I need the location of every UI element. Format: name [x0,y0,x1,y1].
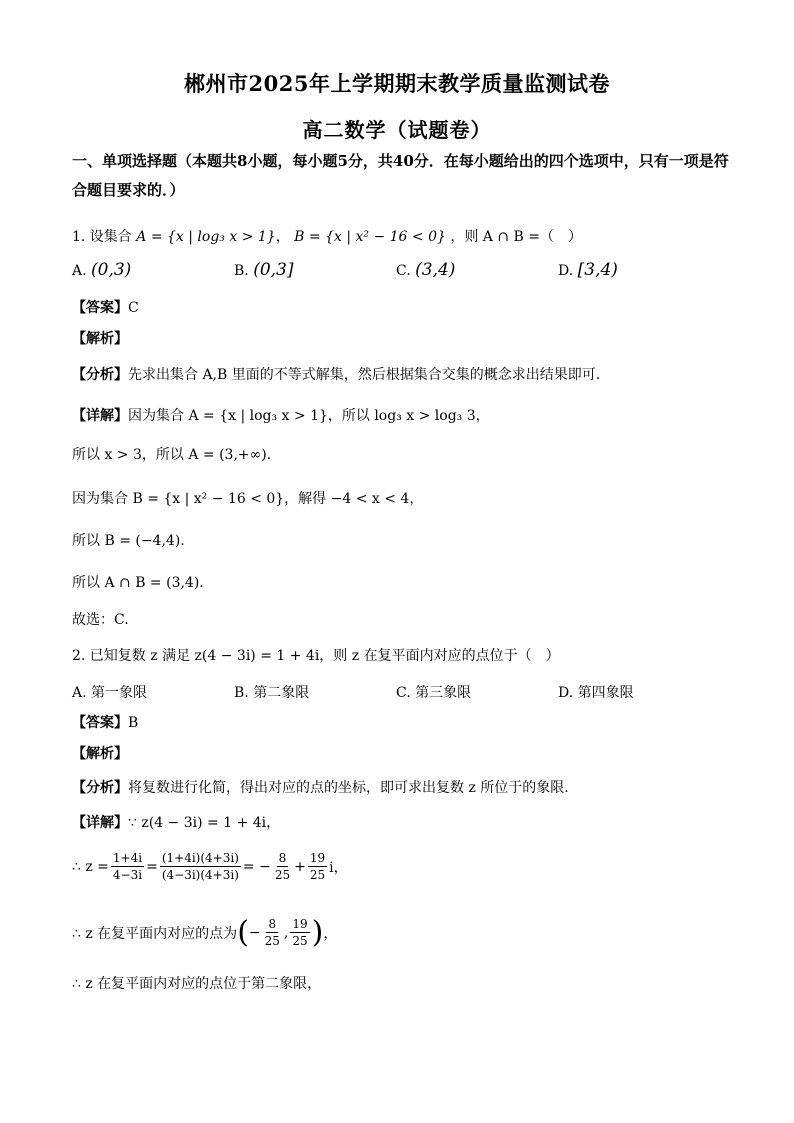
q2-frac4 [308,850,327,883]
q2-fenxi-tag: 【分析】 [72,780,128,796]
q1-option-d-value: [3,4) [577,260,618,280]
q2-option-d [558,682,634,702]
q2-answer [72,712,138,732]
q2-answer-tag: 【答案】 [72,715,128,731]
q2-frac3-num: 8 [278,851,287,865]
q1-stem-prefix: 1. 设集合 [72,229,132,245]
q2-point-x-num: 8 [268,917,277,931]
q2-stem: 2. 已知复数 z 满足 z(4 − 3i) = 1 + 4i，则 z 在复平面内对应的点位于（ ） [72,648,560,664]
q2-left-paren-icon: ( [237,915,249,950]
q1-answer-value: C [128,300,139,316]
q2-step2: ∴ z = $\frac{1+4i}{4-3i}$ = $\frac{(1+4i)(4+3i)}{(4-3i)(4+3i)}$ = − $\frac{8}{25}$ + $\frac{19}{25}$ i， [72,851,348,882]
q2-point-x [263,916,282,949]
q2-option-a-label: A. [72,685,87,701]
q1-step3: 因为集合 B = {x | x² − 16 < 0}，解得 −4 < x < 4， [72,491,424,507]
q2-step3-lead: ∴ z 在复平面内对应的点为 [72,925,238,942]
q1-option-d-label: D. [558,263,574,279]
q2-frac3-den: 25 [274,868,291,882]
q2-frac2 [160,850,241,883]
q2-point-y [290,916,309,949]
q1-step4: 所以 B = (−4,4). [72,533,185,549]
q2-frac1-num: 1+4i [112,851,143,865]
q1-step5: 所以 A ∩ B = (3,4). [72,575,204,591]
q2-step1 [72,812,280,832]
q2-frac2-num: (1+4i)(4+3i) [161,851,239,865]
q2-option-d-value: 第四象限 [577,685,634,701]
q2-right-paren-icon: ) [311,915,324,950]
q2-answer-value: B [128,715,139,731]
q2-step2-lead: ∴ z = [72,858,109,875]
q1-fenxi-text: 先求出集合 A,B 里面的不等式解集，然后根据集合交集的概念求出结果即可. [128,367,601,383]
q1-option-a-value: (0,3) [91,260,132,280]
q1-xiangjie-tag: 【详解】 [72,408,128,424]
q1-step1-text: 因为集合 A = {x | log₃ x > 1}，所以 log₃ x > log₃ 3， [128,408,490,424]
q2-step3-tail: ， [323,925,338,942]
q2-frac1 [111,850,144,883]
q2-option-b-value: 第二象限 [253,685,310,701]
q2-step2-tail: i， [329,859,348,876]
q2-option-c [396,682,471,702]
q1-option-c-value: (3,4) [415,260,456,280]
q2-frac1-den: 4−3i [112,868,143,882]
q2-step4: ∴ z 在复平面内对应的点位于第二象限， [72,976,322,992]
q1-set-a: A = {x | log₃ x > 1} [136,229,276,245]
exam-subtitle: 高二数学（试题卷） [302,118,492,142]
q2-plus: + [294,858,306,875]
q2-option-c-value: 第三象限 [415,685,472,701]
q1-fenxi [72,364,600,384]
q2-xiangjie-tag: 【详解】 [72,815,128,831]
q2-frac4-num: 19 [309,851,326,865]
q1-set-b: B = {x | x² − 16 < 0} [294,229,446,245]
q1-option-a [72,260,131,280]
q1-answer-tag: 【答案】 [72,300,128,316]
q2-analysis-label: 【解析】 [72,746,128,762]
q2-frac4-den: 25 [309,868,326,882]
q1-option-b-value: (0,3] [253,260,294,280]
q1-option-a-label: A. [72,263,87,279]
q2-option-b [234,682,309,702]
section-heading: 一、单项选择题（本题共8小题，每小题5分，共40分．在每小题给出的四个选项中，只有一项是符合题目要求的．） [72,152,729,199]
q1-analysis-tag [72,328,128,348]
q2-point-x-den: 25 [264,934,280,948]
q1-analysis-label: 【解析】 [72,331,128,347]
q1-step6: 故选：C. [72,612,129,628]
q2-option-a [72,682,147,702]
q2-fenxi-text: 将复数进行化简，得出对应的点的坐标，即可求出复数 z 所位于的象限. [128,780,569,796]
q2-eq-neg: = − [242,858,271,875]
q2-step3: ∴ z 在复平面内对应的点为 ( − $\frac{8}{25}$ , $\frac{19}{25}$ ) ， [72,915,338,950]
q2-option-c-label: C. [396,685,411,701]
q1-option-b [234,260,294,280]
q2-option-b-label: B. [234,685,249,701]
q2-fenxi [72,777,569,797]
q1-option-c [396,260,455,280]
q2-point-y-num: 19 [292,917,308,931]
q2-option-d-label: D. [558,685,574,701]
q1-option-b-label: B. [234,263,249,279]
q2-point-y-den: 25 [292,934,308,948]
q2-option-a-value: 第一象限 [91,685,148,701]
q1-step1 [72,405,490,425]
q1-fenxi-tag: 【分析】 [72,367,128,383]
q1-stem: 1. 设集合 A = {x | log₃ x > 1}， B = {x | x² − 16 < 0} ，则 A ∩ B =（ ） [72,229,583,245]
exam-title: 郴州市2025年上学期期末教学质量监测试卷 [184,71,610,96]
q2-analysis-tag [72,743,128,763]
q1-stem-suffix: ，则 A ∩ B =（ ） [450,229,583,245]
q1-option-d [558,260,618,280]
q1-option-c-label: C. [396,263,411,279]
q2-step1-text: ∵ z(4 − 3i) = 1 + 4i， [128,815,281,831]
q2-frac2-den: (4−3i)(4+3i) [161,868,239,882]
q1-step2: 所以 x > 3，所以 A = (3,+∞). [72,447,272,463]
q2-frac3 [273,850,292,883]
q1-answer [72,297,139,317]
